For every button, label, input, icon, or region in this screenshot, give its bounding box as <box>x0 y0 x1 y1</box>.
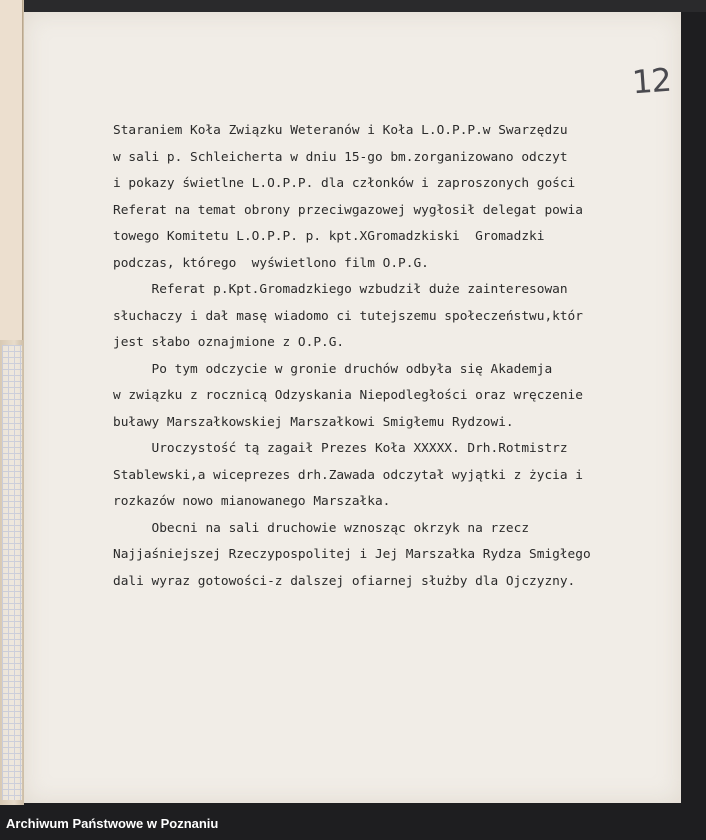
text-line: Referat p.Kpt.Gromadzkiego wzbudził duże zainteresowan <box>113 282 568 297</box>
page-number: 12 <box>630 60 672 102</box>
paper-tab <box>0 0 23 340</box>
text-line: Najjaśniejszej Rzeczypospolitej i Jej Marszałka Rydza Smigłego <box>113 547 591 562</box>
text-line: Uroczystość tą zagaił Prezes Koła XXXXX. Drh.Rotmistrz <box>113 441 568 456</box>
typed-text <box>113 118 658 595</box>
text-line: w związku z rocznicą Odzyskania Niepodległości oraz wręczenie <box>113 388 583 403</box>
text-line: jest słabo oznajmione z O.P.G. <box>113 335 345 350</box>
text-line: buławy Marszałkowskiej Marszałkowi Smigłemu Rydzowi. <box>113 414 514 430</box>
text-line: słuchaczy i dał masę wiadomo ci tutejszemu społeczeństwu,któr <box>113 308 583 324</box>
graph-paper-edge <box>2 345 22 800</box>
text-line: i pokazy świetlne L.O.P.P. dla członków i zaproszonych gości <box>113 176 576 191</box>
archive-name: Archiwum Państwowe w Poznaniu <box>6 816 219 831</box>
text-line: towego Komitetu L.O.P.P. p. kpt.XGromadzkiski Gromadzki <box>113 229 545 244</box>
text-line: Po tym odczycie w gronie druchów odbyła się Akademja <box>113 361 553 377</box>
text-line: Referat na temat obrony przeciwgazowej wygłosił delegat powia <box>113 202 583 218</box>
text-line: Staraniem Koła Związku Weteranów i Koła L.O.P.P.w Swarzędzu <box>113 123 568 138</box>
scan-top-edge <box>0 0 706 12</box>
text-line: dali wyraz gotowości-z dalszej ofiarnej służby dla Ojczyzny. <box>113 573 576 589</box>
text-line: Stablewski,a wiceprezes drh.Zawada odczytał wyjątki z życia i <box>113 467 583 483</box>
text-line: rozkazów nowo mianowanego Marszałka. <box>113 494 391 509</box>
text-line: w sali p. Schleicherta w dniu 15-go bm.zorganizowano odczyt <box>113 149 568 165</box>
archive-footer <box>0 805 706 840</box>
text-line: Obecni na sali druchowie wznosząc okrzyk na rzecz <box>113 520 530 536</box>
text-line: podczas, którego wyświetlono film O.P.G. <box>113 255 429 271</box>
scan-left-margin <box>0 0 24 805</box>
